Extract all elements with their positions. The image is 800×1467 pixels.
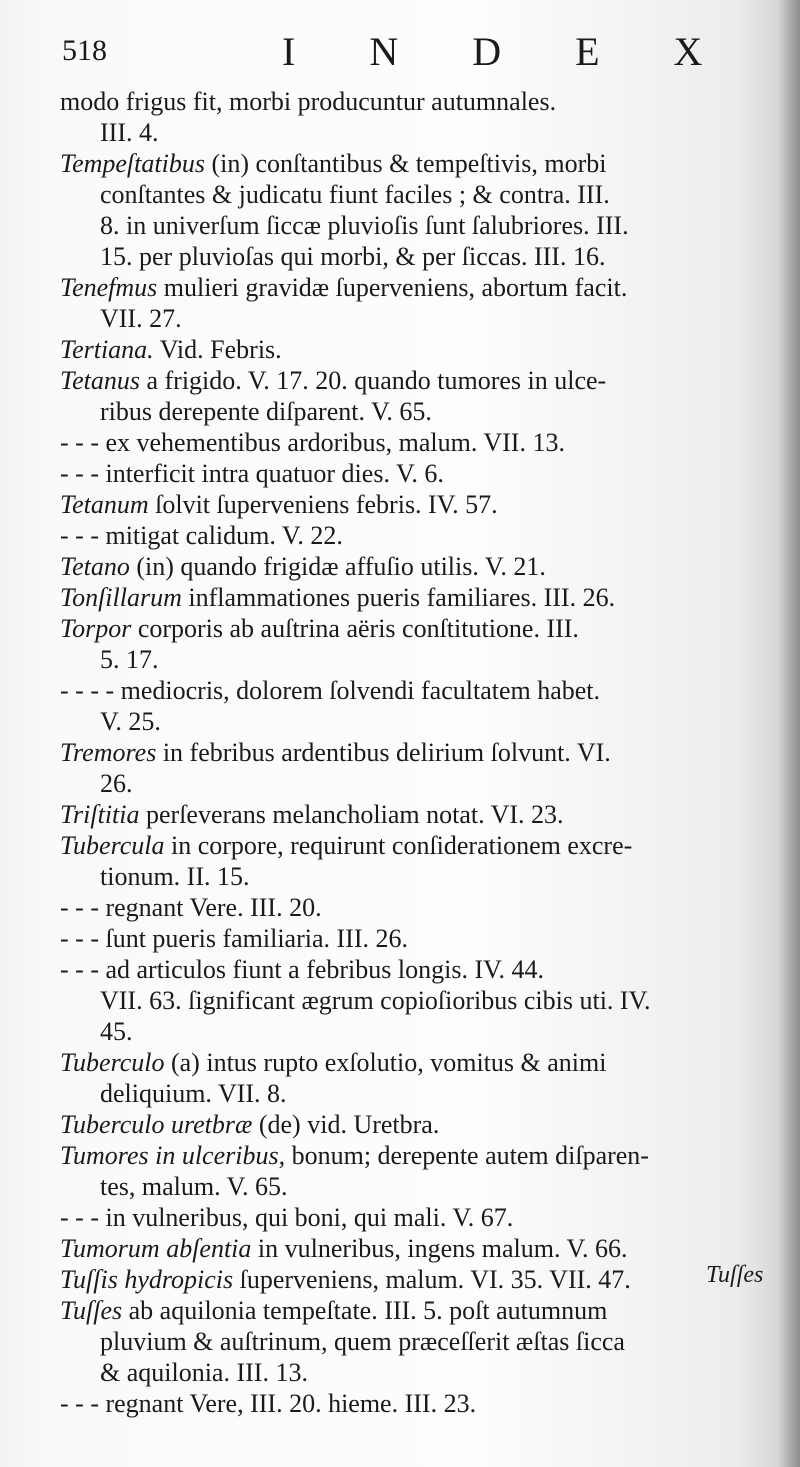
- entry-headword: Tuſſis hydropicis: [60, 1265, 234, 1294]
- index-entry: [60, 1109, 768, 1140]
- entry-text-line: - - - ex vehementibus ardoribus, malum. VII. 13.: [60, 428, 565, 457]
- index-entry: [60, 520, 768, 551]
- entry-text-line: - - - mitigat calidum. V. 22.: [60, 521, 343, 550]
- entry-text-line: - - - ſunt pueris familiaria. III. 26.: [60, 924, 408, 953]
- index-entry: [60, 148, 768, 272]
- entry-text-line: 8. in univerſum ſiccæ pluvioſis ſunt ſalubriores. III.: [100, 211, 629, 240]
- entry-text-line: conſtantes & judicatu fiunt faciles ; & contra. III.: [100, 180, 610, 209]
- index-entry: [60, 86, 768, 148]
- index-entry: [60, 613, 768, 675]
- entry-headword: Tetanum: [60, 490, 149, 519]
- index-entry: [60, 675, 768, 737]
- index-entry: [60, 551, 768, 582]
- entry-text-line: & aquilonia. III. 13.: [100, 1358, 308, 1387]
- entry-text-line: perſeverans melancholiam notat. VI. 23.: [139, 800, 564, 829]
- index-entry: [60, 272, 768, 334]
- entry-text-line: in corpore, requirunt conſiderationem excre-: [164, 831, 633, 860]
- index-entry: [60, 1202, 768, 1233]
- page-edge-shadow: [778, 0, 800, 1467]
- entry-headword: Tenefmus: [60, 273, 158, 302]
- entry-headword: Tuberculo: [60, 1048, 165, 1077]
- entry-text-line: 26.: [100, 769, 133, 798]
- index-entry: [60, 365, 768, 427]
- entry-headword: Tonſillarum: [60, 583, 182, 612]
- entry-headword: Tertiana.: [60, 335, 154, 364]
- entry-text-line: tionum. II. 15.: [100, 862, 250, 891]
- index-entry: [60, 737, 768, 799]
- index-entry: [60, 1388, 768, 1419]
- entry-text-line: 15. per pluvioſas qui morbi, & per ſiccas. III. 16.: [100, 242, 606, 271]
- index-entry: [60, 1140, 768, 1202]
- index-entry: [60, 1264, 768, 1295]
- index-entry: [60, 1047, 768, 1109]
- entry-headword: Tumores in ulceribus,: [60, 1141, 286, 1170]
- entry-text-line: (de) vid. Uretbra.: [252, 1110, 440, 1139]
- entry-headword: Tetanus: [60, 366, 140, 395]
- entry-text-line: ribus derepente diſparent. V. 65.: [100, 397, 432, 426]
- entry-text-line: Vid. Febris.: [153, 335, 282, 364]
- entry-text-line: bonum; derepente autem diſparen-: [285, 1141, 649, 1170]
- entry-headword: Tremores: [60, 738, 157, 767]
- entry-headword: Tubercula: [60, 831, 165, 860]
- entry-text-line: (in) quando frigidæ affuſio utilis. V. 21.: [129, 552, 546, 581]
- entry-headword: Tetano: [60, 552, 130, 581]
- entry-text-line: - - - ad articulos fiunt a febribus longis. IV. 44.: [60, 955, 545, 984]
- index-entry: [60, 334, 768, 365]
- entry-text-line: - - - in vulneribus, qui boni, qui mali. V. 67.: [60, 1203, 514, 1232]
- entry-text-line: in vulneribus, ingens malum. V. 66.: [251, 1234, 628, 1263]
- entry-text-line: - - - regnant Vere, III. 20. hieme. III. 23.: [60, 1389, 477, 1418]
- entry-text-line: - - - - mediocris, dolorem ſolvendi facultatem habet.: [60, 676, 601, 705]
- entry-text-line: - - - regnant Vere. III. 20.: [60, 893, 322, 922]
- entry-headword: Tuſſes: [60, 1296, 123, 1325]
- entry-text-line: 45.: [100, 1017, 133, 1046]
- index-entry: [60, 923, 768, 954]
- entry-text-line: pluvium & auſtrinum, quem præceſſerit æſtas ſicca: [100, 1327, 625, 1356]
- entry-text-line: modo frigus fit, morbi producuntur autumnales.: [60, 87, 557, 116]
- index-entry: [60, 954, 768, 1047]
- entry-text-line: VII. 27.: [100, 304, 182, 333]
- entry-text-line: tes, malum. V. 65.: [100, 1172, 288, 1201]
- entry-text-line: (a) intus rupto exſolutio, vomitus & animi: [164, 1048, 607, 1077]
- entry-headword: Tempeſtatibus: [60, 149, 205, 178]
- entry-text-line: III. 4.: [100, 118, 159, 147]
- entry-headword: Tumorum abſentia: [60, 1234, 252, 1263]
- entry-text-line: (in) conſtantibus & tempeſtivis, morbi: [204, 149, 607, 178]
- entry-text-line: a frigido. V. 17. 20. quando tumores in ulce-: [139, 366, 607, 395]
- index-entry: [60, 799, 768, 830]
- entry-text-line: 5. 17.: [100, 645, 159, 674]
- index-entry: [60, 1295, 768, 1388]
- index-entry: [60, 892, 768, 923]
- entry-headword: Triſtitia: [60, 800, 140, 829]
- running-head: I N D E X: [282, 29, 735, 74]
- page-header: [62, 28, 752, 88]
- entry-text-line: corporis ab auſtrina aëris conſtitutione. III.: [131, 614, 579, 643]
- entry-text-line: - - - interficit intra quatuor dies. V. 6.: [60, 459, 444, 488]
- catchword: Tuſſes: [706, 1262, 764, 1288]
- entry-text-line: ſuperveniens, malum. VI. 35. VII. 47.: [233, 1265, 631, 1294]
- index-entry: [60, 458, 768, 489]
- entry-text-line: mulieri gravidæ ſuperveniens, abortum facit.: [157, 273, 628, 302]
- index-entries: [60, 86, 768, 1419]
- index-entry: [60, 489, 768, 520]
- entry-headword: Torpor: [60, 614, 132, 643]
- index-entry: [60, 427, 768, 458]
- entry-text-line: in febribus ardentibus delirium ſolvunt. VI.: [156, 738, 611, 767]
- index-entry: [60, 830, 768, 892]
- index-entry: [60, 582, 768, 613]
- entry-text-line: V. 25.: [100, 707, 161, 736]
- entry-headword: Tuberculo uretbræ: [60, 1110, 253, 1139]
- entry-text-line: deliquium. VII. 8.: [100, 1079, 287, 1108]
- entry-text-line: VII. 63. ſignificant ægrum copioſioribus cibis uti. IV.: [100, 986, 651, 1015]
- entry-text-line: ſolvit ſuperveniens febris. IV. 57.: [148, 490, 498, 519]
- entry-text-line: ab aquilonia tempeſtate. III. 5. poſt autumnum: [122, 1296, 608, 1325]
- page-number: 518: [62, 34, 107, 67]
- index-entry: [60, 1233, 768, 1264]
- entry-text-line: inflammationes pueris familiares. III. 26.: [181, 583, 616, 612]
